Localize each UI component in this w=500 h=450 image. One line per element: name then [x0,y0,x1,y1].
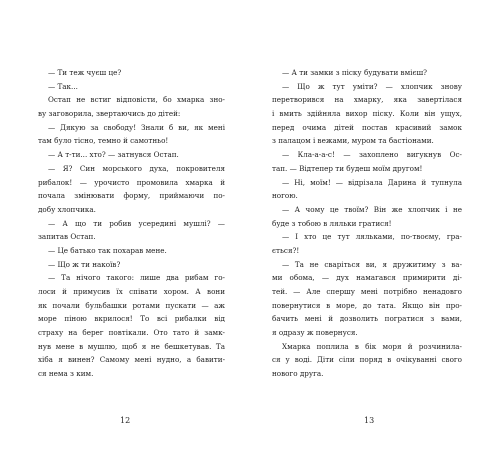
text-line: — А т-ти... хто? — затнувся Остап. [48,150,179,160]
text-line: добу хлопчика. [38,204,96,214]
text-line: ся нема з ким. [38,369,94,379]
text-line: я одразу ж повернуся. [272,328,358,338]
text-line: хіба я винен? Самому мені нудно, а бавити- [38,355,225,365]
right-page [250,0,500,450]
text-line: — А ти замки з піску будувати вмієш? [282,68,428,77]
text-line: запитав Остап. [38,232,96,242]
text-line: — Кла-а-а-с! — захоплено вигукнув Ос- [282,150,462,160]
text-line: нового друга. [272,369,324,379]
text-line: і вмить здійняла вихор піску. Коли він ущух, [272,109,462,119]
text-line: — Дякую за свободу! Знали б ви, як мені [48,122,225,132]
right-page-text [272,66,462,381]
text-line: повернутися в море, до тата. Якщо він про- [272,300,462,310]
text-line: — Так... [48,81,78,91]
text-line: ногою. [272,191,298,201]
text-line: — Ти теж чуєш це? [48,68,122,77]
text-line: — Що ж тут уміти? — хлопчик знову [282,81,462,91]
text-line: як почали бульбашки ротами пускати — аж [38,300,225,310]
text-line: ми обома, — дух намагався примирити ді- [272,273,462,283]
text-line: — Це батько так похарав мене. [48,245,167,255]
text-line: перетворився на хмарку, яка завертілася [272,95,462,105]
text-line: з палацом і вежами, муром та бастіонами. [272,136,434,146]
text-line: тей. — Але спершу мені потрібно ненадовго [272,287,462,296]
page-number-right: 13 [364,416,375,425]
text-line: лоси й примусив їх співати хором. А вони [38,287,225,296]
text-line: — Я? Син морського духа, покровителя [48,163,225,173]
left-page-text [38,66,225,381]
text-line: — А що ти робив усередині мушлі? — [48,218,225,228]
text-line: ву заговорила, звертаючись до дітей: [38,109,181,119]
page-number-left: 12 [120,416,131,425]
text-line: нув мене в мушлю, щоб я не бешкетував. Та [38,341,225,351]
text-line: ся у воді. Діти сіли поряд в очікуванні свого [272,355,462,365]
text-line: бачить мені й дозволить погратися з вами, [272,314,462,324]
text-line: — Та не сваріться ви, я дружитиму з ва- [282,259,462,269]
text-line: ється?! [272,245,300,255]
text-line: рибалок! — урочисто промовила хмарка й [38,177,225,187]
text-line: — Ні, моїм! — відрізала Дарина й тупнула [282,177,462,187]
text-line: перед очима дітей постав красивий замок [272,122,462,132]
text-line: там було тісно, темно й самотньо! [38,136,169,146]
text-line: Остап не встиг відповісти, бо хмарка зно- [48,95,225,105]
text-line: — Та нічого такого: лише два рибам го- [48,273,225,283]
text-line: — А чому це твоїм? Він же хлопчик і не [282,204,462,214]
text-line: море піною вкрилося! То всі рибалки від [38,314,225,324]
text-line: буде з тобою в ляльки гратися! [272,218,392,228]
text-line: — І хто це тут ляльками, по-твоєму, гра- [282,232,462,242]
text-line: — Що ж ти накоїв? [48,259,121,269]
text-line: почала змінювати форму, приймаючи по- [38,191,225,201]
text-line: страху на берег повтікали. Ото тато й замк- [38,328,225,338]
text-line: Хмарка поплила в бік моря й розчинила- [282,341,462,351]
text-line: тап. — Відтепер ти будеш моїм другом! [272,163,423,173]
